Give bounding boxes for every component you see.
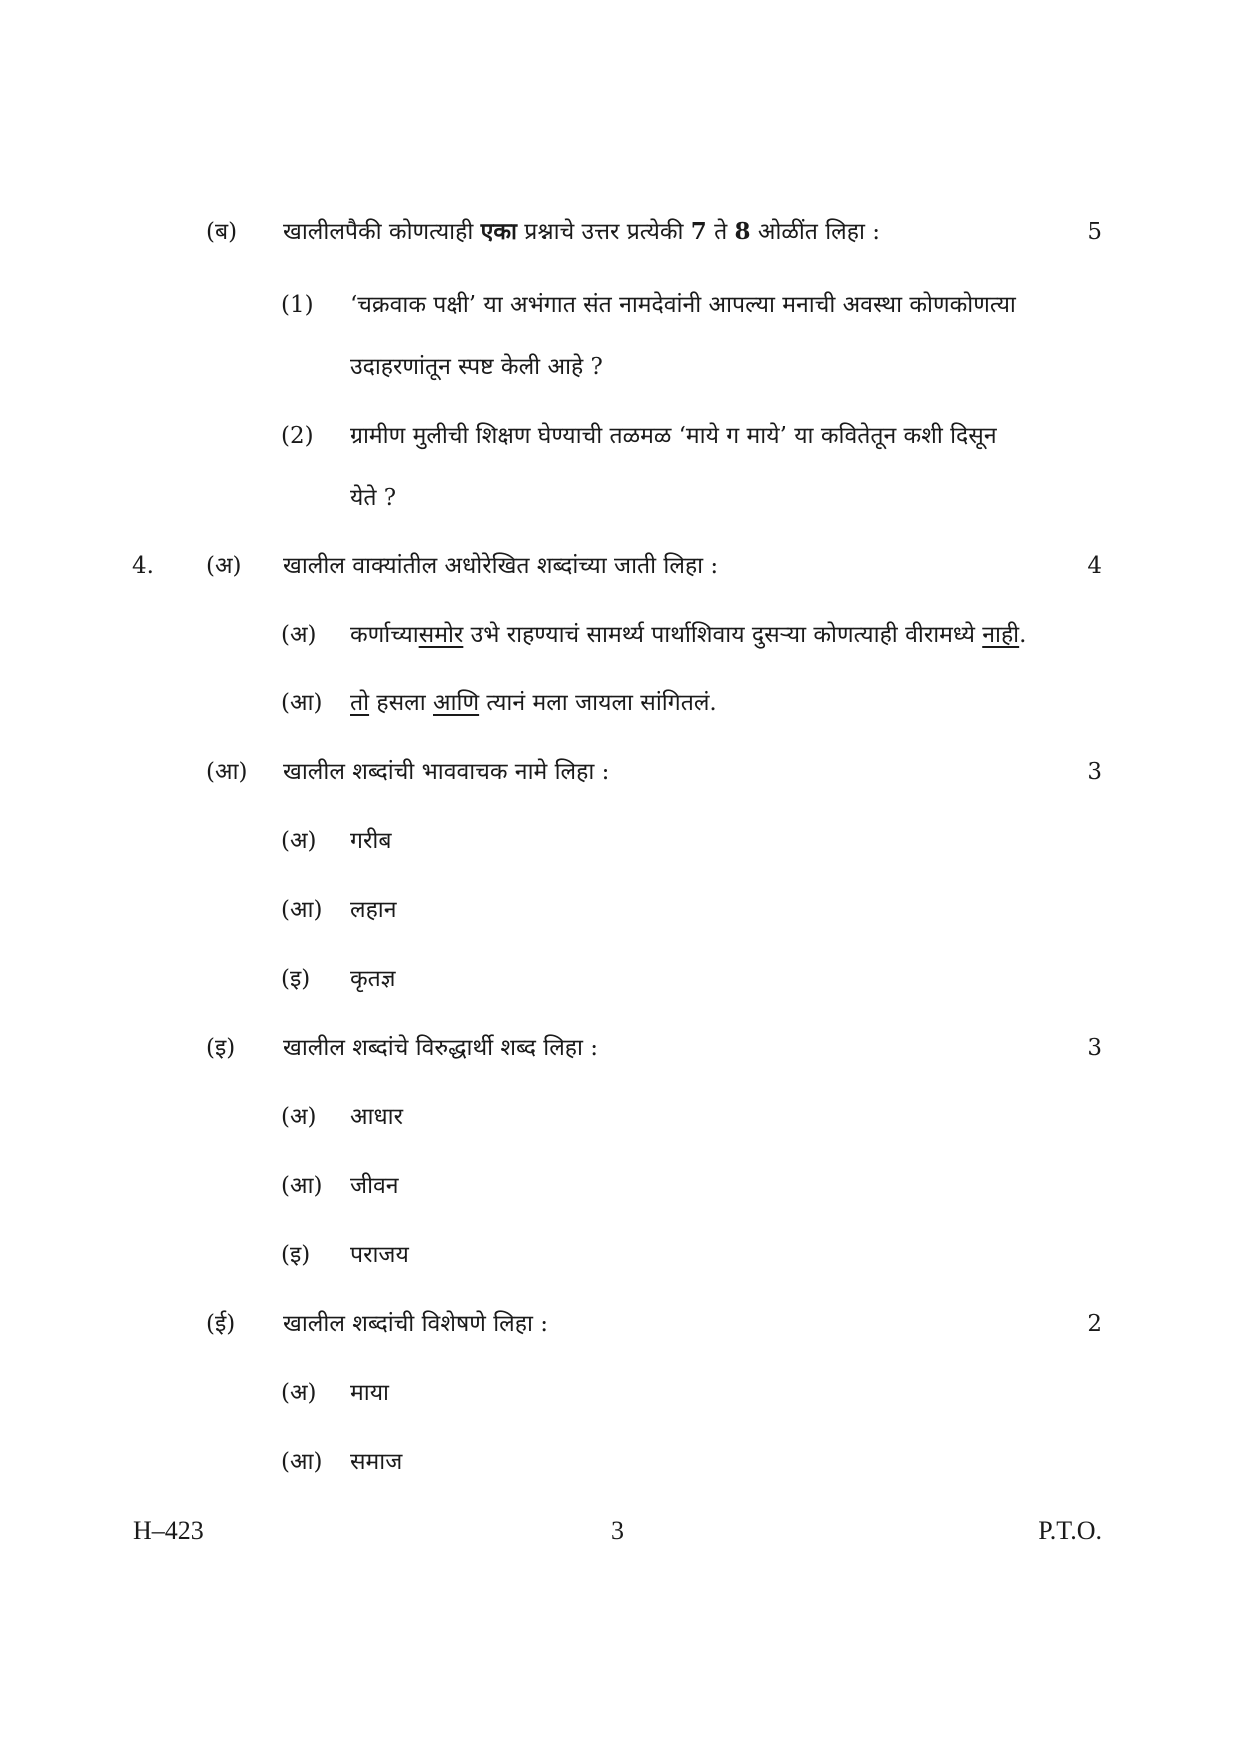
q4i-label: (इ): [206, 1035, 236, 1061]
page-number: 3: [611, 1516, 624, 1545]
q3b-label: (ब): [206, 219, 238, 245]
q4a-sentence-2-text: तो हसला आणि त्यानं मला जायला सांगितलं.: [350, 690, 717, 716]
q3b-item-2-line2: येते ?: [350, 485, 397, 511]
pto-label: P.T.O.: [1038, 1516, 1102, 1545]
q4ii-item-2-word: समाज: [350, 1449, 403, 1475]
q4i-item-3-word: पराजय: [350, 1242, 409, 1268]
q4-number: 4.: [132, 553, 154, 579]
q4i-item-2-label: (आ): [281, 1173, 323, 1199]
q4aa-item-2-label: (आ): [281, 897, 323, 923]
q4aa-instruction: खालील शब्दांची भाववाचक नामे लिहा :: [283, 759, 610, 785]
q4aa-item-2-word: लहान: [350, 897, 397, 923]
q4ii-instruction: खालील शब्दांची विशेषणे लिहा :: [283, 1311, 548, 1337]
q4i-item-3-label: (इ): [281, 1242, 311, 1268]
q4aa-item-1-label: (अ): [281, 828, 317, 854]
q4aa-label: (आ): [206, 759, 248, 785]
q4i-item-1-label: (अ): [281, 1104, 317, 1130]
q3b-item-1-label: (1): [281, 292, 314, 318]
q4ii-item-2-label: (आ): [281, 1449, 323, 1475]
q4a-sentence-2-label: (आ): [281, 690, 323, 716]
q4i-marks: 3: [1087, 1035, 1102, 1061]
q4aa-item-1-word: गरीब: [350, 828, 392, 854]
q3b-item-1-line1: ‘चक्रवाक पक्षी’ या अभंगात संत नामदेवांनी आपल्या मनाची अवस्था कोणकोणत्या: [350, 292, 1016, 318]
q3b-item-1-line2: उदाहरणांतून स्पष्ट केली आहे ?: [350, 354, 603, 380]
q4ii-marks: 2: [1087, 1311, 1102, 1337]
underlined-word: आणि: [433, 690, 480, 716]
q4a-label: (अ): [206, 553, 242, 579]
q4ii-item-1-word: माया: [350, 1380, 390, 1406]
q3b-item-2-line1: ग्रामीण मुलीची शिक्षण घेण्याची तळमळ ‘माये ग माये’ या कवितेतून कशी दिसून: [350, 423, 997, 449]
underlined-word: तो: [350, 690, 370, 716]
q4i-item-2-word: जीवन: [350, 1173, 399, 1199]
q4a-sentence-1-text: कर्णाच्यासमोर उभे राहण्याचं सामर्थ्य पार्थाशिवाय दुसऱ्या कोणत्याही वीरामध्ये नाही.: [350, 622, 1027, 648]
q4aa-marks: 3: [1087, 759, 1102, 785]
q4i-instruction: खालील शब्दांचे विरुद्धार्थी शब्द लिहा :: [283, 1035, 599, 1061]
underlined-word: समोर: [418, 622, 464, 648]
paper-code: H–423: [133, 1516, 204, 1545]
q3b-item-2-label: (2): [281, 423, 314, 449]
q3b-marks: 5: [1087, 219, 1102, 245]
q4aa-item-3-word: कृतज्ञ: [350, 966, 396, 992]
q4a-instruction: खालील वाक्यांतील अधोरेखित शब्दांच्या जाती लिहा :: [283, 553, 719, 579]
q4ii-item-1-label: (अ): [281, 1380, 317, 1406]
q4a-sentence-1-label: (अ): [281, 622, 317, 648]
q4a-marks: 4: [1087, 553, 1102, 579]
underlined-word: नाही: [982, 622, 1020, 648]
q4ii-label: (ई): [206, 1311, 236, 1337]
q4i-item-1-word: आधार: [350, 1104, 404, 1130]
q3b-instruction: खालीलपैकी कोणत्याही एका प्रश्नाचे उत्तर प्रत्येकी 7 ते 8 ओळींत लिहा :: [283, 218, 880, 245]
q4aa-item-3-label: (इ): [281, 966, 311, 992]
